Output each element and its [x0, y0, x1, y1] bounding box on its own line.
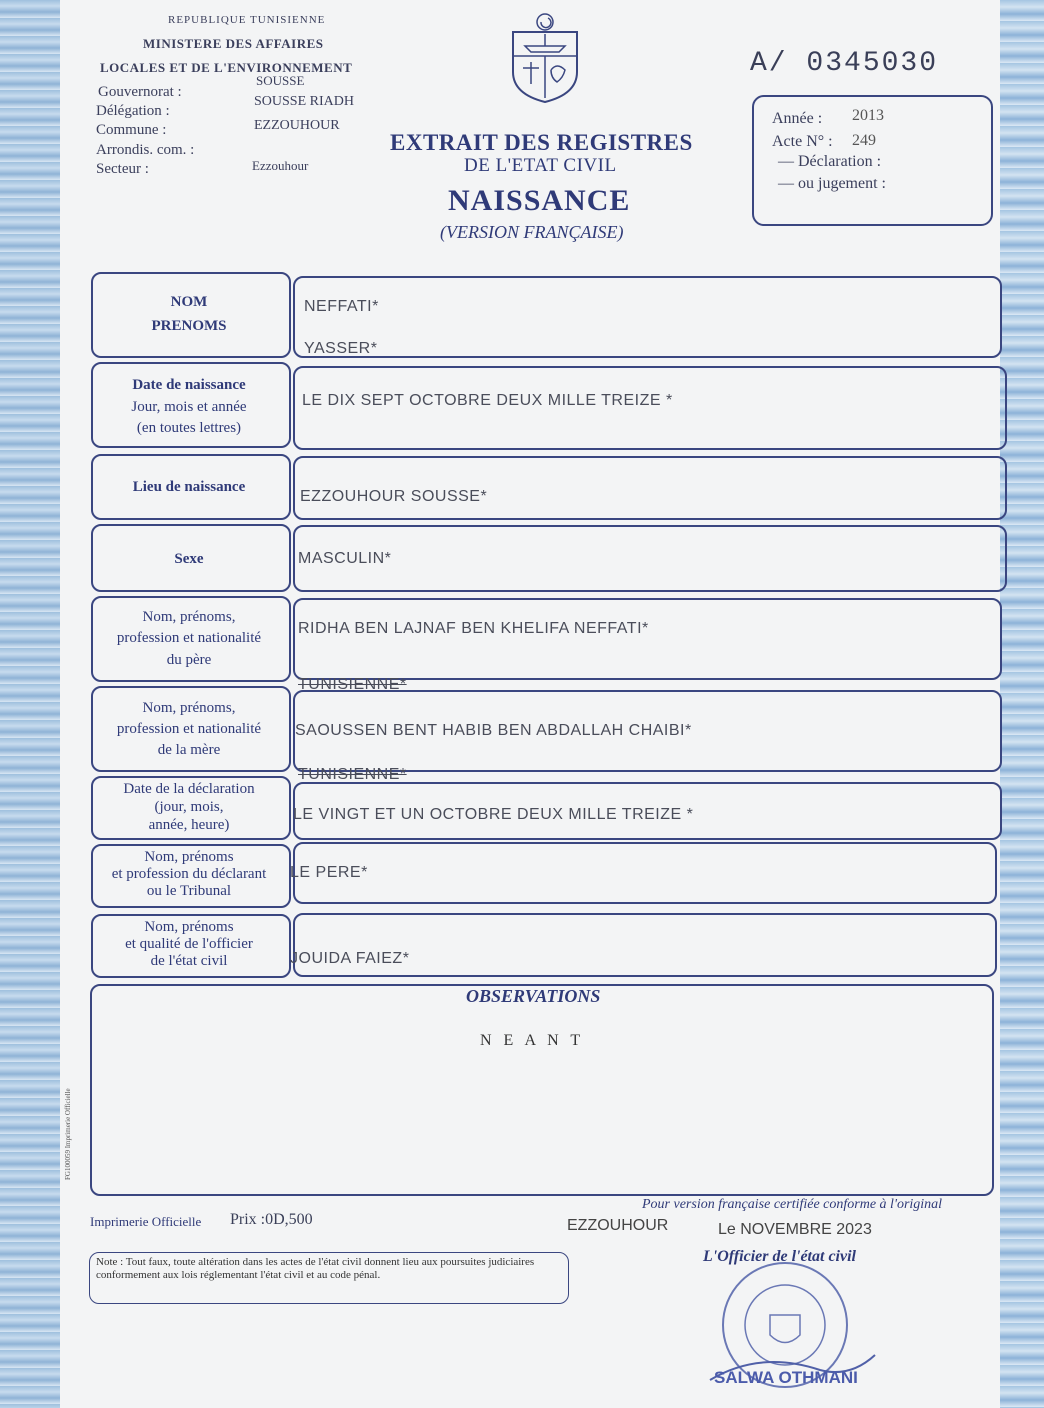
mere-label1: Nom, prénoms, [142, 700, 236, 716]
printer-code: FG100059 Imprimerie Officielle [64, 1088, 72, 1180]
declarant-value: LE PERE* [290, 864, 368, 881]
declarant-label3: ou le Tribunal [146, 883, 232, 899]
certification-text: Pour version française certifiée conforme à l'original [642, 1197, 943, 1212]
jugement-label: — ou jugement : [778, 175, 886, 192]
sexe-value-box [293, 525, 1007, 592]
officier-value: JOUIDA FAIEZ* [290, 950, 410, 967]
delegation-label: Délégation : [96, 103, 170, 119]
prenoms-value: YASSER* [304, 340, 378, 357]
nom-label: NOM [170, 294, 208, 310]
secteur-label: Secteur : [96, 161, 149, 177]
delegation-value: SOUSSE RIADH [254, 94, 354, 109]
serial-number: A/ 0345030 [750, 48, 939, 79]
pere-nationality: TUNISIENNE* [298, 676, 407, 693]
mere-value: SAOUSSEN BENT HABIB BEN ABDALLAH CHAIBI* [295, 722, 692, 739]
officier-label2: et qualité de l'officier [125, 936, 253, 952]
officier-signature-title: L'Officier de l'état civil [703, 1248, 856, 1265]
acte-number-label: Acte N° : [772, 133, 833, 150]
mere-nationality: TUNISIENNE* [298, 766, 407, 783]
secteur-value: Ezzouhour [252, 158, 309, 173]
declarant-label1: Nom, prénoms [144, 849, 234, 865]
nom-prenoms-label-box [91, 272, 291, 358]
lieu-label: Lieu de naissance [132, 479, 246, 495]
pere-label1: Nom, prénoms, [142, 609, 236, 625]
signature: SALWA OTHMANI [714, 1368, 858, 1387]
declaration-date-value: LE VINGT ET UN OCTOBRE DEUX MILLE TREIZE * [293, 806, 694, 823]
declaration-date-label1: Date de la déclaration [123, 781, 255, 797]
mere-label3: de la mère [157, 742, 221, 758]
sexe-label: Sexe [174, 551, 204, 567]
imprimerie-label: Imprimerie Officielle [90, 1214, 202, 1229]
prix-label: Prix :0D,500 [230, 1211, 313, 1228]
pere-value-box [293, 598, 1002, 680]
document-type: NAISSANCE [448, 184, 631, 217]
arrondissement-label: Arrondis. com. : [96, 142, 195, 158]
commune-value: EZZOUHOUR [254, 118, 340, 133]
officier-label3: de l'état civil [150, 953, 228, 969]
gouvernorat-value: SOUSSE [256, 73, 305, 88]
ministry-line2: LOCALES ET DE L'ENVIRONNEMENT [100, 60, 353, 75]
date-naissance-value: LE DIX SEPT OCTOBRE DEUX MILLE TREIZE * [302, 392, 673, 409]
annee-value: 2013 [852, 107, 884, 124]
pere-value: RIDHA BEN LAJNAF BEN KHELIFA NEFFATI* [298, 620, 649, 637]
declaration-label: — Déclaration : [778, 153, 882, 170]
declaration-date-label2: (jour, mois, [154, 799, 224, 815]
pere-label2: profession et nationalité [116, 630, 262, 646]
lieu-value: EZZOUHOUR SOUSSE* [300, 488, 488, 505]
prenoms-label: PRENOMS [151, 318, 227, 334]
version-label: (VERSION FRANÇAISE) [440, 222, 624, 242]
officier-label1: Nom, prénoms [144, 919, 234, 935]
mere-label2: profession et nationalité [116, 721, 262, 737]
ministry-line1: MINISTERE DES AFFAIRES [143, 36, 324, 51]
tunisia-coat-of-arms-icon [505, 10, 585, 105]
sexe-value: MASCULIN* [298, 550, 392, 567]
place-value: EZZOUHOUR [567, 1217, 669, 1234]
declarant-value-box [293, 842, 997, 904]
declarant-label2: et profession du déclarant [111, 866, 267, 882]
observations-box [90, 984, 994, 1196]
date-naissance-sublabel2: (en toutes lettres) [136, 420, 242, 436]
nom-value: NEFFATI* [304, 298, 379, 315]
title-line2: DE L'ETAT CIVIL [464, 155, 617, 176]
republic-heading: REPUBLIQUE TUNISIENNE [168, 14, 326, 26]
gouvernorat-label: Gouvernorat : [98, 84, 182, 100]
date-naissance-label: Date de naissance [132, 377, 246, 393]
declaration-date-label3: année, heure) [148, 817, 230, 833]
pere-label3: du père [166, 652, 212, 668]
observations-title: OBSERVATIONS [466, 986, 601, 1006]
observations-value: N E A N T [480, 1032, 585, 1049]
issue-date: Le NOVEMBRE 2023 [718, 1221, 872, 1238]
acte-number-value: 249 [852, 132, 876, 149]
title-line1: EXTRAIT DES REGISTRES [390, 130, 693, 155]
annee-label: Année : [772, 110, 823, 127]
nom-prenoms-value-box [293, 276, 1002, 358]
date-naissance-sublabel: Jour, mois et année [131, 399, 247, 415]
legal-note: Note : Tout faux, toute altération dans les actes de l'état civil donnent lieu aux poursuites judiciaires conformement aux lois réglementant l'état civil et au code pénal. [96, 1256, 535, 1281]
commune-label: Commune : [96, 122, 167, 138]
